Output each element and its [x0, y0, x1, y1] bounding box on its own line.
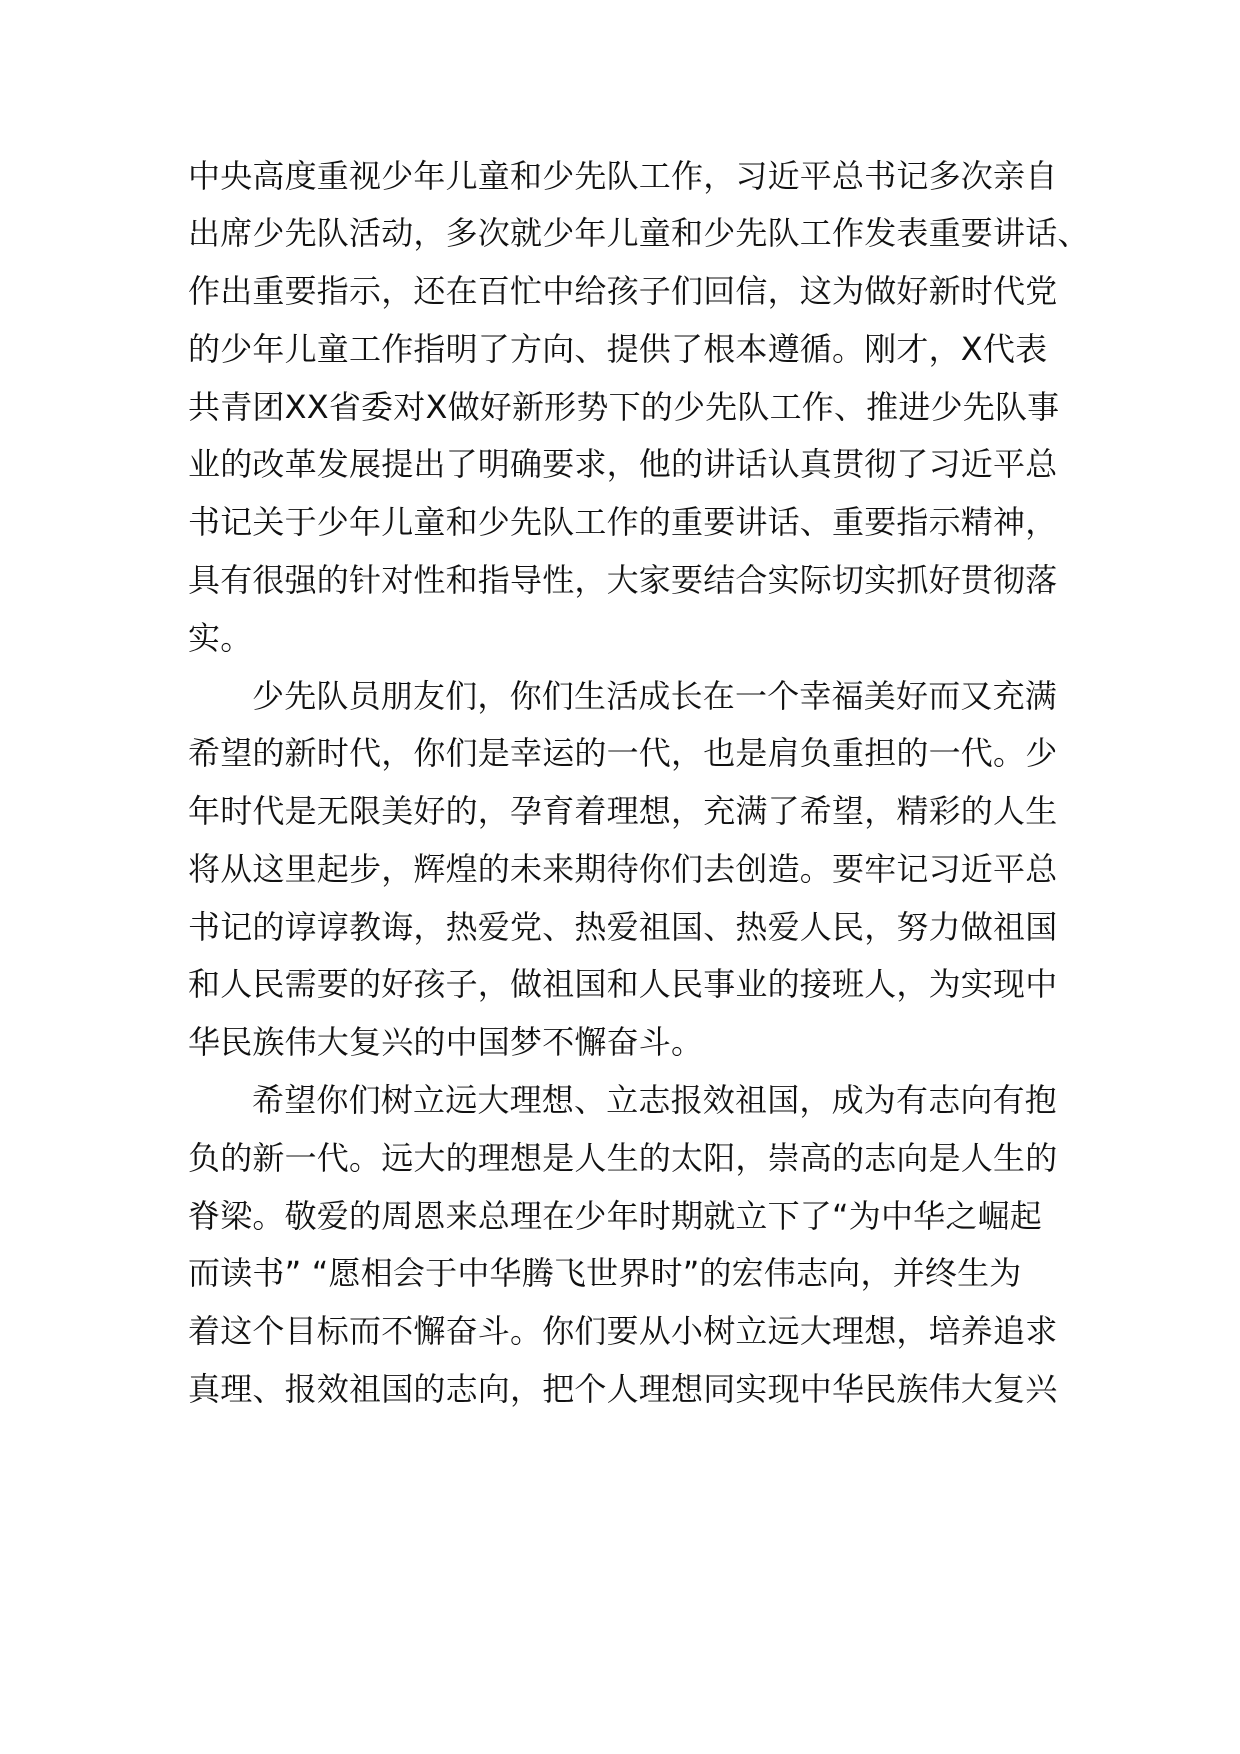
text-line: 共青团XX省委对X做好新形势下的少先队工作、推进少先队事	[188, 388, 1060, 426]
text-line: 书记的谆谆教诲，热爱党、热爱祖国、热爱人民，努力做祖国	[188, 908, 1058, 946]
text-line: 华民族伟大复兴的中国梦不懈奋斗。	[188, 1023, 704, 1061]
text-line: 将从这里起步，辉煌的未来期待你们去创造。要牢记习近平总	[188, 850, 1058, 888]
text-line: 年时代是无限美好的，孕育着理想，充满了希望，精彩的人生	[188, 792, 1058, 830]
text-line: 真理、报效祖国的志向，把个人理想同实现中华民族伟大复兴	[188, 1370, 1058, 1408]
text-line: 和人民需要的好孩子，做祖国和人民事业的接班人，为实现中	[188, 965, 1058, 1003]
text-line: 脊梁。敬爱的周恩来总理在少年时期就立下了“为中华之崛起	[188, 1197, 1042, 1235]
text-line: 具有很强的针对性和指导性，大家要结合实际切实抓好贯彻落	[188, 561, 1058, 599]
text-line: 着这个目标而不懈奋斗。你们要从小树立远大理想，培养追求	[188, 1312, 1058, 1350]
text-line: 作出重要指示，还在百忙中给孩子们回信，这为做好新时代党	[188, 272, 1058, 310]
text-line: 书记关于少年儿童和少先队工作的重要讲话、重要指示精神，	[188, 503, 1058, 541]
text-line: 实。	[188, 619, 253, 657]
text-line: 希望的新时代，你们是幸运的一代，也是肩负重担的一代。少	[188, 734, 1058, 772]
text-line: 的少年儿童工作指明了方向、提供了根本遵循。刚才，X代表	[188, 330, 1048, 368]
text-line: 而读书” “愿相会于中华腾飞世界时”的宏伟志向，并终生为	[188, 1254, 1022, 1292]
text-line: 少先队员朋友们，你们生活成长在一个幸福美好而又充满	[252, 677, 1058, 715]
text-line: 中央高度重视少年儿童和少先队工作，习近平总书记多次亲自	[188, 157, 1058, 195]
text-line: 业的改革发展提出了明确要求，他的讲话认真贯彻了习近平总	[188, 445, 1058, 483]
text-line: 出席少先队活动，多次就少年儿童和少先队工作发表重要讲话、	[188, 214, 1090, 252]
text-line: 负的新一代。远大的理想是人生的太阳，崇高的志向是人生的	[188, 1139, 1058, 1177]
text-line: 希望你们树立远大理想、立志报效祖国，成为有志向有抱	[252, 1081, 1058, 1119]
